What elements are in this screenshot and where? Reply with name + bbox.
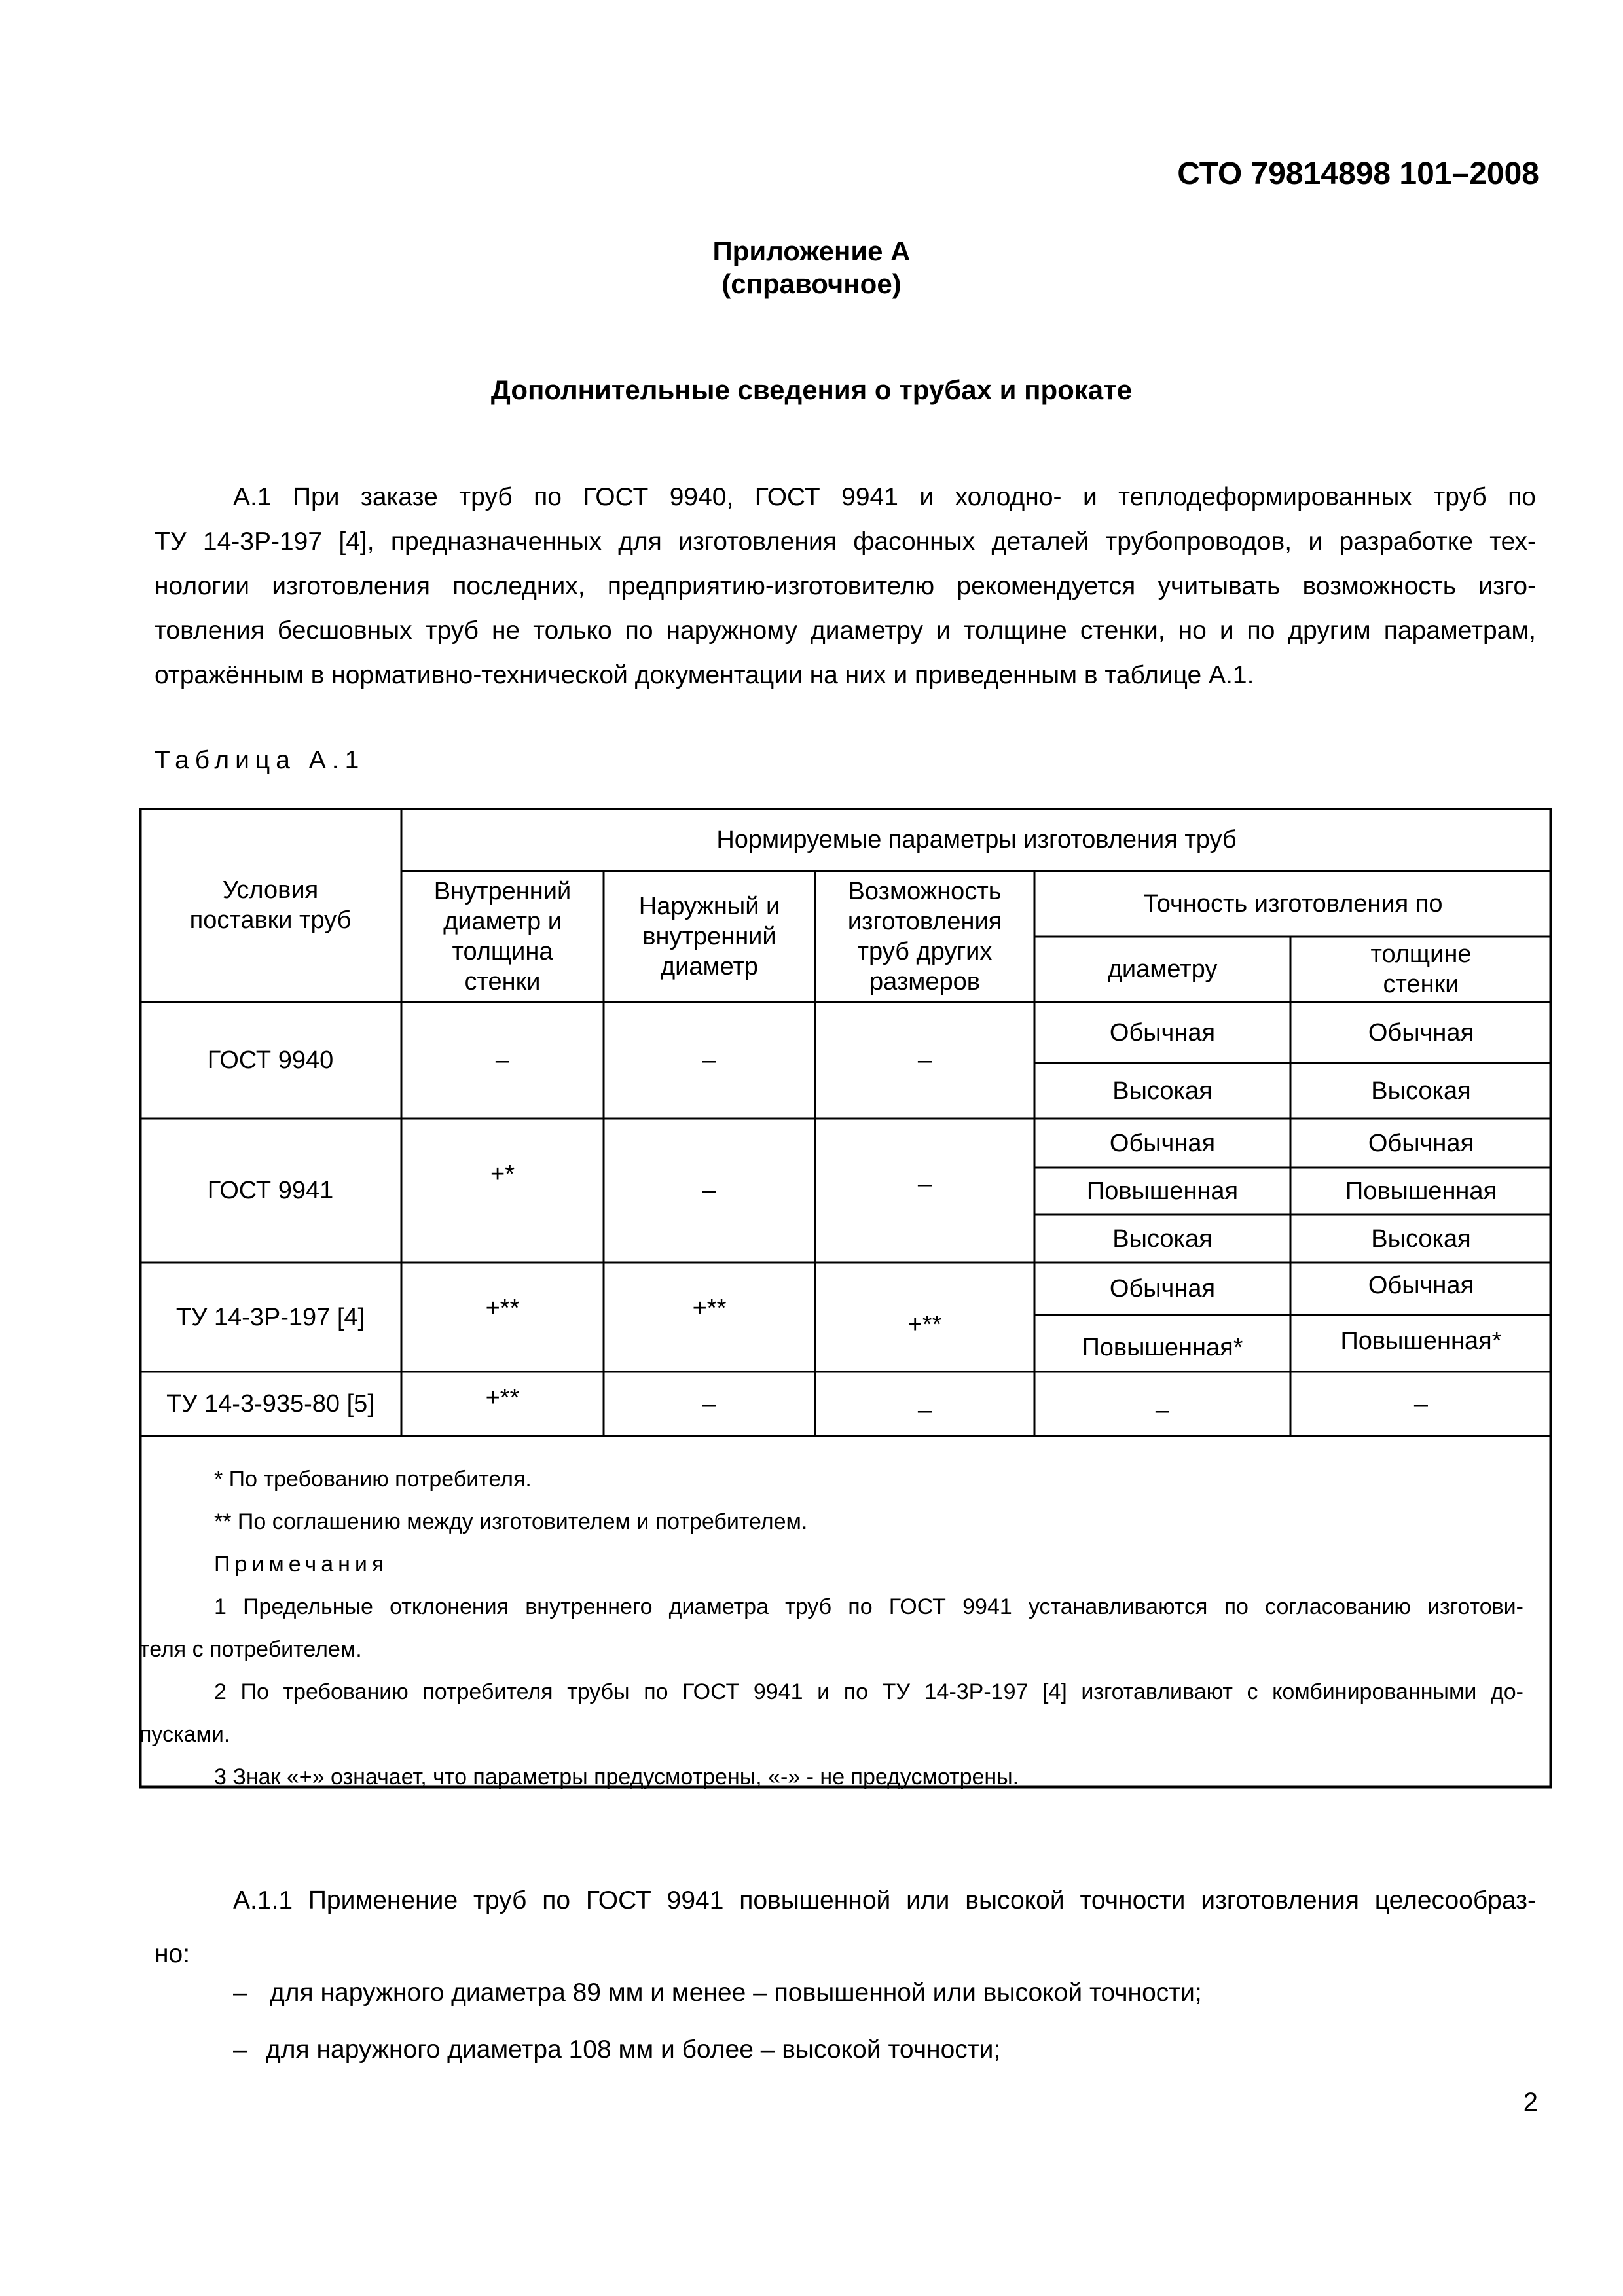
paragraph-line: но: xyxy=(155,1940,191,1968)
row-tu197-name: ТУ 14-3Р-197 [4] xyxy=(175,1303,365,1331)
row-tu197-wall-2: Повышенная* xyxy=(1340,1327,1502,1355)
paragraph-a1 xyxy=(155,475,1536,698)
header-params: Нормируемые параметры изготовления труб xyxy=(716,825,1237,853)
header-diameter: диаметру xyxy=(1107,956,1218,983)
row-gost9941-name: ГОСТ 9941 xyxy=(207,1177,334,1204)
row-gost9941-wall-3: Высокая xyxy=(1371,1225,1471,1253)
note-1-line-2: теля с потребителем. xyxy=(139,1637,362,1662)
bullet-item-2: для наружного диаметра 108 мм и более – высокой точности; xyxy=(266,2036,1001,2064)
row-gost9941-wall-1: Обычная xyxy=(1368,1129,1474,1157)
note-3: 3 Знак «+» означает, что параметры предусмотрены, «-» - не предусмотрены. xyxy=(214,1765,1019,1789)
row-tu197-outer: +** xyxy=(692,1295,727,1322)
row-tu197-diam-2: Повышенная* xyxy=(1082,1334,1243,1361)
page-number: 2 xyxy=(1523,2088,1538,2117)
appendix-type: (справочное) xyxy=(721,268,902,299)
paragraph-line: отражённым в нормативно-технической документации на них и приведенным в таблице А.1. xyxy=(155,661,1254,689)
paragraph-line: ТУ 14-3Р-197 [4], предназначенных для изготовления фасонных деталей трубопроводов, и разработке тех- xyxy=(155,528,1536,556)
row-gost9940-diam-1: Обычная xyxy=(1109,1018,1216,1047)
row-tu935-name: ТУ 14-3-935-80 [5] xyxy=(166,1390,374,1418)
header-conditions: Условия поставки труб xyxy=(189,876,352,934)
row-gost9940-wall-1: Обычная xyxy=(1368,1018,1474,1047)
row-gost9941-inner: +* xyxy=(490,1160,515,1188)
row-tu935-diam: – xyxy=(1155,1397,1170,1424)
row-tu935-wall: – xyxy=(1413,1390,1429,1418)
row-gost9940-outer: – xyxy=(702,1047,717,1074)
header-other-sizes: Возможность изготовления труб других размеров xyxy=(847,878,1002,996)
row-gost9940-name: ГОСТ 9940 xyxy=(207,1047,334,1074)
note-1-line-1: 1 Предельные отклонения внутреннего диаметра труб по ГОСТ 9941 устанавливаются по согласованию изготови- xyxy=(214,1594,1523,1619)
header-accuracy: Точность изготовления по xyxy=(1143,890,1443,918)
paragraph-line: А.1 При заказе труб по ГОСТ 9940, ГОСТ 9941 и холодно- и теплодеформированных труб по xyxy=(233,483,1536,511)
appendix-title: Приложение А xyxy=(712,236,911,266)
row-gost9941-diam-3: Высокая xyxy=(1112,1225,1213,1253)
row-tu935-other: – xyxy=(917,1397,932,1424)
note-2-line-1: 2 По требованию потребителя трубы по ГОСТ 9941 и по ТУ 14-3Р-197 [4] изготавливают с комбинированными до- xyxy=(214,1679,1523,1704)
table-caption: Таблица А.1 xyxy=(155,746,365,774)
row-gost9940-wall-2: Высокая xyxy=(1371,1077,1471,1105)
bullet-item-1: для наружного диаметра 89 мм и менее – повышенной или высокой точности; xyxy=(270,1979,1202,2007)
paragraph-line: А.1.1 Применение труб по ГОСТ 9941 повышенной или высокой точности изготовления целесообраз- xyxy=(233,1886,1536,1914)
row-tu197-wall-1: Обычная xyxy=(1368,1272,1474,1299)
header-wall: толщине стенки xyxy=(1370,941,1472,998)
row-gost9940-diam-2: Высокая xyxy=(1112,1077,1213,1105)
paragraph-line: нологии изготовления последних, предприятию-изготовителю рекомендуется учитывать возможность изго- xyxy=(155,572,1536,600)
paragraph-a11 xyxy=(155,1878,1536,1977)
header-inner: Внутренний диаметр и толщина стенки xyxy=(433,878,572,996)
row-tu197-inner: +** xyxy=(485,1295,520,1322)
row-gost9941-diam-1: Обычная xyxy=(1109,1129,1216,1157)
row-tu935-outer: – xyxy=(702,1390,717,1418)
row-gost9941-outer: – xyxy=(702,1177,717,1204)
row-gost9940-other: – xyxy=(917,1047,932,1074)
footnote-1: * По требованию потребителя. xyxy=(214,1467,532,1492)
header-outer-inner: Наружный и внутренний диаметр xyxy=(638,893,780,980)
row-tu197-other: +** xyxy=(907,1311,942,1338)
section-title: Дополнительные сведения о трубах и прокате xyxy=(490,374,1133,405)
footnote-2: ** По соглашению между изготовителем и потребителем. xyxy=(214,1509,808,1534)
row-gost9941-diam-2: Повышенная xyxy=(1086,1177,1239,1205)
bullet-marker: – xyxy=(233,1979,247,2007)
table-a1 xyxy=(139,808,1552,1789)
notes-heading: Примечания xyxy=(214,1552,389,1577)
document-code: СТО 79814898 101–2008 xyxy=(1177,156,1539,191)
row-tu935-inner: +** xyxy=(485,1384,520,1412)
row-tu197-diam-1: Обычная xyxy=(1109,1275,1216,1302)
row-gost9941-wall-2: Повышенная xyxy=(1345,1177,1497,1205)
row-gost9940-inner: – xyxy=(495,1047,510,1074)
paragraph-line: товления бесшовных труб не только по наружному диаметру и толщине стенки, но и по другим параметрам, xyxy=(155,617,1536,645)
row-gost9941-other: – xyxy=(917,1170,932,1198)
bullet-marker: – xyxy=(233,2036,247,2064)
note-2-line-2: пусками. xyxy=(139,1722,230,1747)
